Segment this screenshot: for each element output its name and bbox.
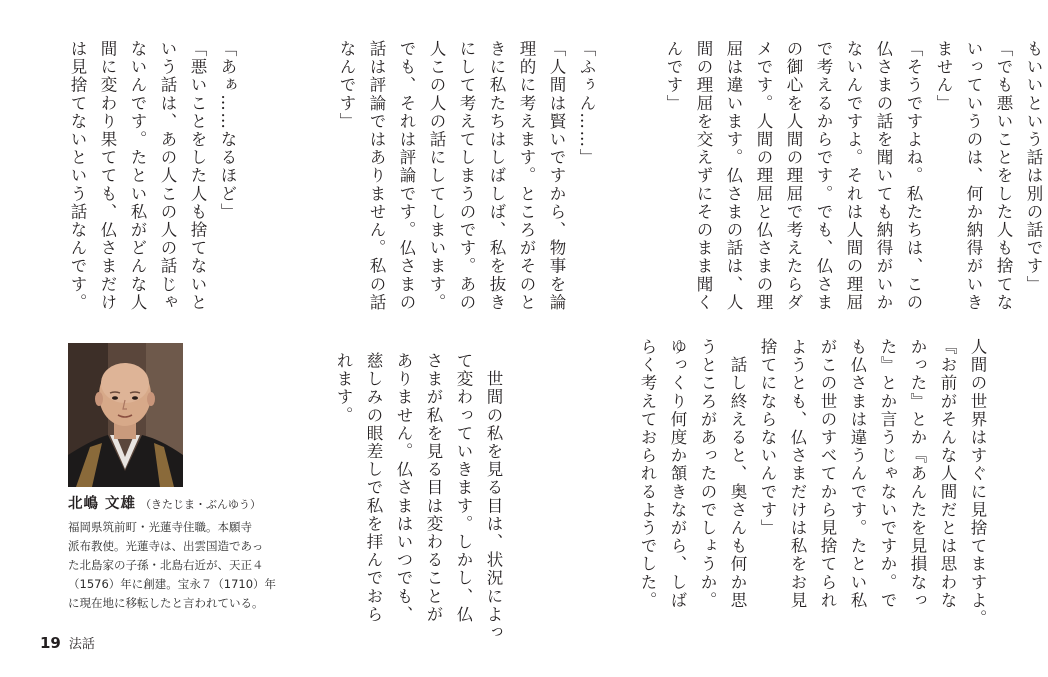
text-line: 話し終えると、奥さんも何か思 <box>728 338 747 610</box>
text-line: で考えるからです。でも、仏さま <box>814 40 833 312</box>
author-biography <box>68 518 283 613</box>
text-line: らく考えておられるようでした。 <box>638 338 657 610</box>
text-line: きに私たちはしばしば、私を抜き <box>487 40 506 312</box>
text-column-top-middle <box>331 40 601 335</box>
text-line: 「ふぅん……」 <box>577 40 596 167</box>
text-line: 間の理屈を交えずにそのまま聞く <box>694 40 713 312</box>
text-line: も仏さまは違うんです。たとい私 <box>848 338 867 610</box>
bio-line: た北島家の子孫・北島右近が、天正４ <box>68 558 264 572</box>
text-line: の御心を人間の理屈で考えたらダ <box>784 40 803 312</box>
text-line: にして考えてしまうのです。あの <box>457 40 476 312</box>
bio-line: に現在地に移転したと言われている。 <box>68 596 264 610</box>
text-line: 仏さまの話を聞いても納得がいか <box>874 40 893 312</box>
text-line: なんです」 <box>337 40 356 131</box>
text-line: さまが私を見る目は変わることが <box>424 352 443 624</box>
text-line: 「でも悪いことをした人も捨てな <box>994 40 1013 312</box>
text-line: 話は評論ではありません。私の話 <box>367 40 386 312</box>
text-line: もいいという話は別の話です」 <box>1024 40 1043 294</box>
bio-line: 福岡県筑前町・光蓮寺住職。本願寺 <box>68 520 252 534</box>
author-name <box>68 492 261 513</box>
text-line: 人間の世界はすぐに見捨てますよ。 <box>968 338 987 628</box>
text-line: て変わっていきます。しかし、仏 <box>454 352 473 624</box>
text-line: うところがあったのでしょうか。 <box>698 338 717 610</box>
text-line: 理的に考えます。ところがそのと <box>517 40 536 312</box>
text-line: かった』とか『あんたを見損なっ <box>908 338 927 610</box>
bio-line: （1576）年に創建。宝永７（1710）年 <box>68 577 277 591</box>
text-line: 慈しみの眼差しで私を拝んでおら <box>364 352 383 624</box>
text-line: ありません。仏さまはいつでも、 <box>394 352 413 624</box>
text-line: 屈は違います。仏さまの話は、人 <box>724 40 743 312</box>
text-line: ないんですよ。それは人間の理屈 <box>844 40 863 312</box>
page-number: 19 <box>40 634 61 652</box>
text-line: は見捨てないという話なんです。 <box>68 40 87 312</box>
text-line: 「あぁ……なるほど」 <box>218 40 237 221</box>
text-line: 「悪いことをした人も捨てないと <box>188 40 207 312</box>
page-footer <box>40 633 95 652</box>
text-line: ません」 <box>934 40 953 113</box>
text-line: 「そうですよね。私たちは、この <box>904 40 923 312</box>
author-name-reading: （きたじま・ぶんゆう） <box>140 498 262 511</box>
text-line: んです」 <box>664 40 683 113</box>
text-line: ないんです。たとい私がどんな人 <box>128 40 147 312</box>
text-line: ようとも、仏さまだけは私をお見 <box>788 338 807 610</box>
text-line: 「人間は賢いですから、物事を論 <box>547 40 566 312</box>
text-column-bottom-right <box>632 338 992 628</box>
text-column-top-left <box>62 40 242 312</box>
text-line: れます。 <box>334 352 353 425</box>
text-line: 間に変わり果てても、仏さまだけ <box>98 40 117 312</box>
text-column-top-right <box>658 40 1048 335</box>
author-portrait-photo <box>68 343 183 487</box>
bio-line: 派布教使。光蓮寺は、出雲国造であっ <box>68 539 264 553</box>
text-line: 『お前がそんな人間だとは思わな <box>938 338 957 610</box>
text-line: 世間の私を見る目は、状況によっ <box>484 352 503 642</box>
text-line: ゆっくり何度か頷きながら、しば <box>668 338 687 610</box>
text-line: メです。人間の理屈と仏さまの理 <box>754 40 773 312</box>
section-title: 法話 <box>68 637 95 652</box>
text-line: 捨てにならないんです」 <box>758 338 777 538</box>
text-line: いっていうのは、何か納得がいき <box>964 40 983 312</box>
text-line: た』とか言うじゃないですか。で <box>878 338 897 610</box>
text-line: いう話は、あの人この人の話じゃ <box>158 40 177 312</box>
text-line: がこの世のすべてから見捨てられ <box>818 338 837 610</box>
author-name-text: 北嶋 文雄 <box>68 496 137 512</box>
text-column-bottom-middle <box>328 352 508 642</box>
text-line: でも、それは評論です。仏さまの <box>397 40 416 312</box>
text-line: 人この人の話にしてしまいます。 <box>427 40 446 312</box>
